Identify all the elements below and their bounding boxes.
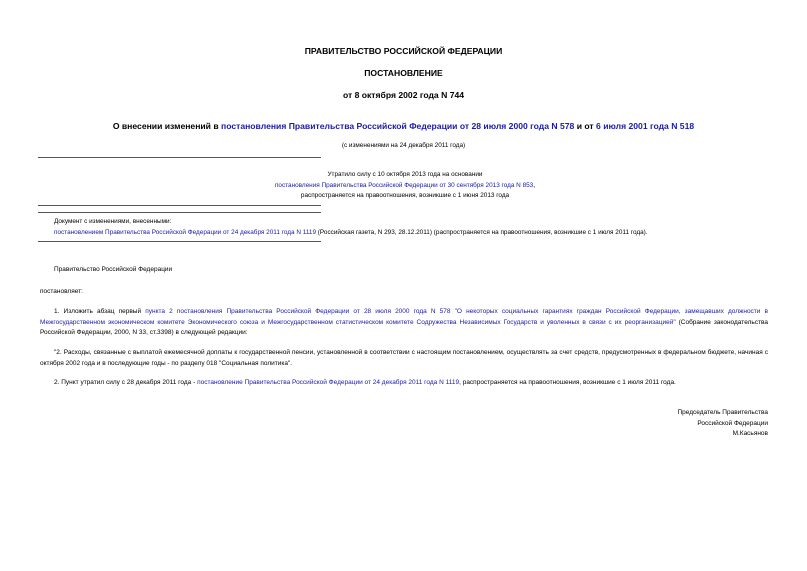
amendments-label: Документ с изменениями, внесенными: xyxy=(54,218,172,225)
government-heading: ПРАВИТЕЛЬСТВО РОССИЙСКОЙ ФЕДЕРАЦИИ xyxy=(304,46,503,56)
document-type-heading: ПОСТАНОВЛЕНИЕ xyxy=(364,68,443,78)
title-link-518[interactable]: 6 июля 2001 года N 518 xyxy=(596,121,695,131)
status-line-2 xyxy=(250,181,560,192)
title-middle: и от xyxy=(574,121,597,131)
p3-end: , распространяется на правоотношения, возникшие с 1 июля 2011 года. xyxy=(459,379,676,386)
p3-start: 2. Пункт утратил силу с 28 декабря 2011 года - xyxy=(54,379,198,386)
divider xyxy=(38,205,321,206)
p1-link-578[interactable]: пункта 2 постановления Правительства Российской Федерации от 28 июля 2000 года N 578 xyxy=(145,308,451,315)
divider xyxy=(38,241,321,242)
amendments-block xyxy=(54,217,774,238)
divider xyxy=(38,157,321,158)
p1-link-title[interactable]: "О некоторых социальных гарантиях граждан Российской Федерации, замещавших должности в Межгосударственном экономическом комитете Экономического союза и Межгосударственном статистическом комитете Содружества Независимых Государств и уволенных в связи с их реорганизацией" xyxy=(40,308,768,326)
status-line-1: Утратило силу с 10 октября 2013 года на основании xyxy=(327,171,483,178)
title-prefix: О внесении изменений в xyxy=(112,121,222,131)
p1-end: (Собрание законодательства Российской Федерации, 2000, N 33, ст.3398) в следующей редакции: xyxy=(40,318,768,336)
paragraph-2: "2. Расходы, связанные с выплатой ежемесячной доплаты к государственной пенсии, установленной в соответствии с настоящим постановлением, осуществлять за счет средств, предусмотренных в федеральном бюджете, начиная с октября 2002 года и в последующие годы - по разделу 018 "Социальная политика". xyxy=(40,349,768,367)
paragraph-1 xyxy=(40,307,768,339)
status-block xyxy=(250,170,560,202)
p1-start: 1. Изложить абзац первый xyxy=(54,308,146,315)
status-link-853[interactable]: постановления Правительства Российской Федерации от 30 сентября 2013 года N 853 xyxy=(274,181,534,189)
signature-name: М.Касьянов xyxy=(732,430,768,437)
body-resolves: постановляет: xyxy=(40,288,83,295)
paragraph-3 xyxy=(40,378,768,389)
amendments-link-1119[interactable]: постановлением Правительства Российской Федерации от 24 декабря 2011 года N 1119 xyxy=(54,228,317,236)
date-number-heading: от 8 октября 2002 года N 744 xyxy=(342,90,465,100)
amendments-tail: (Российская газета, N 293, 28.12.2011) (распространяется на правоотношения, возникшие с 1 июля 2011 года). xyxy=(316,228,648,236)
status-line-3: распространяется на правоотношения, возникшие с 1 июня 2013 года xyxy=(300,192,510,199)
signature-block xyxy=(560,408,768,440)
amended-note: (с изменениями на 24 декабря 2011 года) xyxy=(341,142,466,149)
document-title xyxy=(0,121,807,131)
status-comma: , xyxy=(533,181,536,189)
p3-link-1119[interactable]: постановление Правительства Российской Федерации от 24 декабря 2011 года N 1119 xyxy=(197,379,460,386)
divider xyxy=(38,212,321,213)
signature-title-line-1: Председатель Правительства xyxy=(677,409,768,416)
title-link-578[interactable]: постановления Правительства Российской Федерации от 28 июля 2000 года N 578 xyxy=(221,121,575,131)
signature-title-line-2: Российской Федерации xyxy=(697,419,768,427)
amendments-line xyxy=(54,228,774,239)
body-government: Правительство Российской Федерации xyxy=(54,266,173,273)
